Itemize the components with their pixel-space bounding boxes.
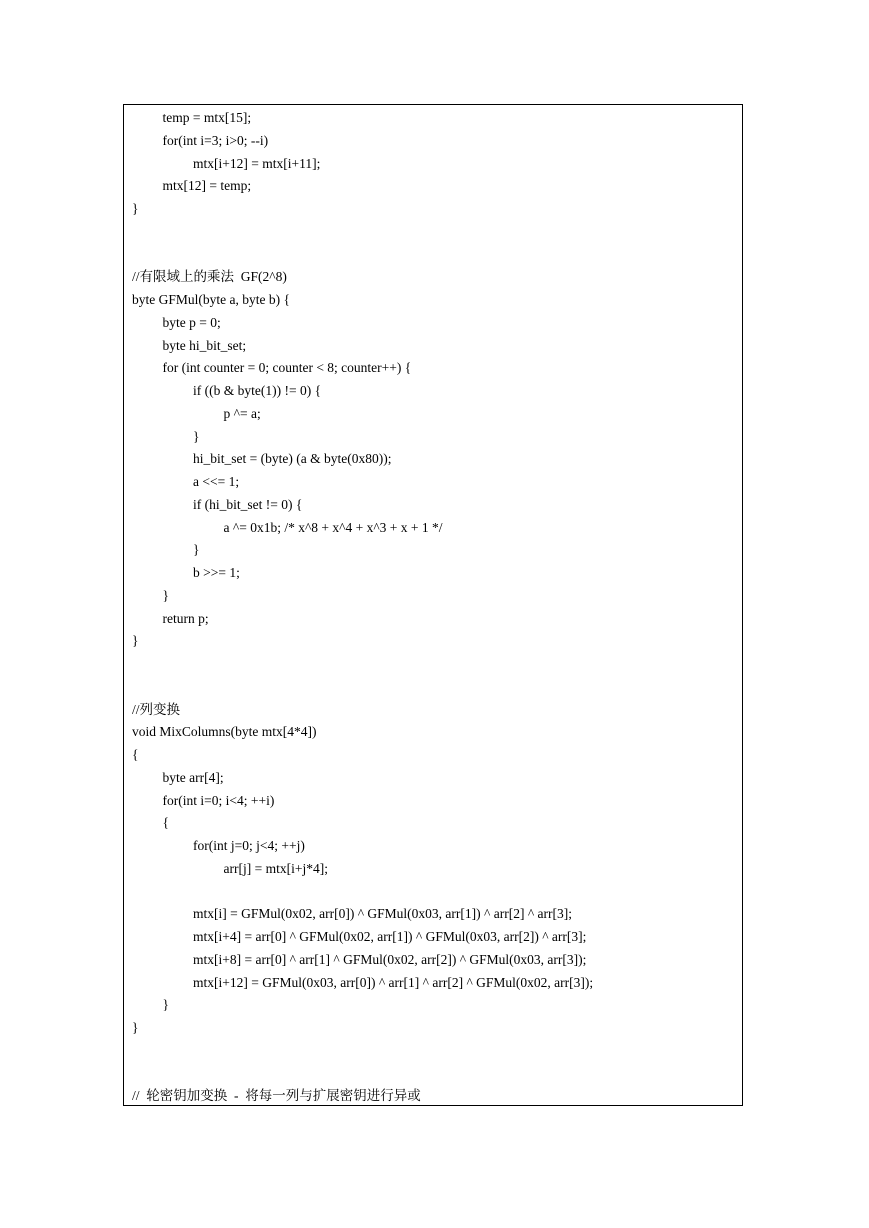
code-line: p ^= a; — [223, 405, 261, 421]
code-line: byte p = 0; — [162, 314, 221, 330]
code-line: for(int i=3; i>0; --i) — [162, 132, 269, 148]
code-line: b >>= 1; — [193, 565, 240, 580]
code-line: //有限域上的乘法 GF(2^8) — [132, 269, 287, 285]
code-line: { — [162, 815, 169, 831]
code-line: // 轮密钥加变换 - 将每一列与扩展密钥进行异或 — [132, 1088, 421, 1104]
code-line: } — [162, 587, 169, 603]
code-line: for(int i=0; i<4; ++i) — [162, 792, 275, 808]
code-line: void MixColumns(byte mtx[4*4]) — [132, 724, 317, 740]
code-line: } — [193, 542, 200, 558]
code-line: } — [132, 1020, 139, 1035]
code-line: mtx[12] = temp; — [162, 178, 252, 194]
code-line: return p; — [162, 610, 209, 626]
code-line: //列变换 — [132, 701, 181, 717]
code-line: mtx[i+4] = arr[0] ^ GFMul(0x02, arr[1]) ^ GFMul(0x03, arr[2]) ^ arr[3]; — [193, 929, 587, 944]
code-line: } — [193, 428, 200, 444]
code-line: mtx[i+12] = mtx[i+11]; — [193, 155, 321, 171]
code-line: temp = mtx[15]; — [162, 110, 252, 125]
code-line: } — [132, 201, 139, 216]
code-line: { — [132, 747, 139, 762]
code-line: if ((b & byte(1)) != 0) { — [193, 383, 322, 398]
code-line: byte arr[4]; — [162, 769, 224, 785]
code-line: } — [162, 997, 169, 1013]
code-line: hi_bit_set = (byte) (a & byte(0x80)); — [193, 451, 392, 467]
code-line: mtx[i+12] = GFMul(0x03, arr[0]) ^ arr[1] ^ arr[2] ^ GFMul(0x02, arr[3]); — [193, 974, 594, 990]
code-line: byte hi_bit_set; — [162, 337, 247, 353]
code-line: byte GFMul(byte a, byte b) { — [132, 292, 290, 307]
code-line: } — [132, 633, 139, 649]
code-listing-box — [123, 104, 743, 1106]
code-line: a ^= 0x1b; /* x^8 + x^4 + x^3 + x + 1 */ — [223, 519, 443, 535]
code-line: mtx[i+8] = arr[0] ^ arr[1] ^ GFMul(0x02, arr[2]) ^ GFMul(0x03, arr[3]); — [193, 951, 587, 967]
code-line: arr[j] = mtx[i+j*4]; — [223, 860, 328, 876]
code-line: if (hi_bit_set != 0) { — [193, 496, 303, 512]
code-line: a <<= 1; — [193, 474, 240, 489]
code-line: for(int j=0; j<4; ++j) — [193, 838, 305, 853]
code-line: mtx[i] = GFMul(0x02, arr[0]) ^ GFMul(0x03, arr[1]) ^ arr[2] ^ arr[3]; — [193, 906, 573, 922]
code-line: for (int counter = 0; counter < 8; counter++) { — [162, 360, 412, 376]
